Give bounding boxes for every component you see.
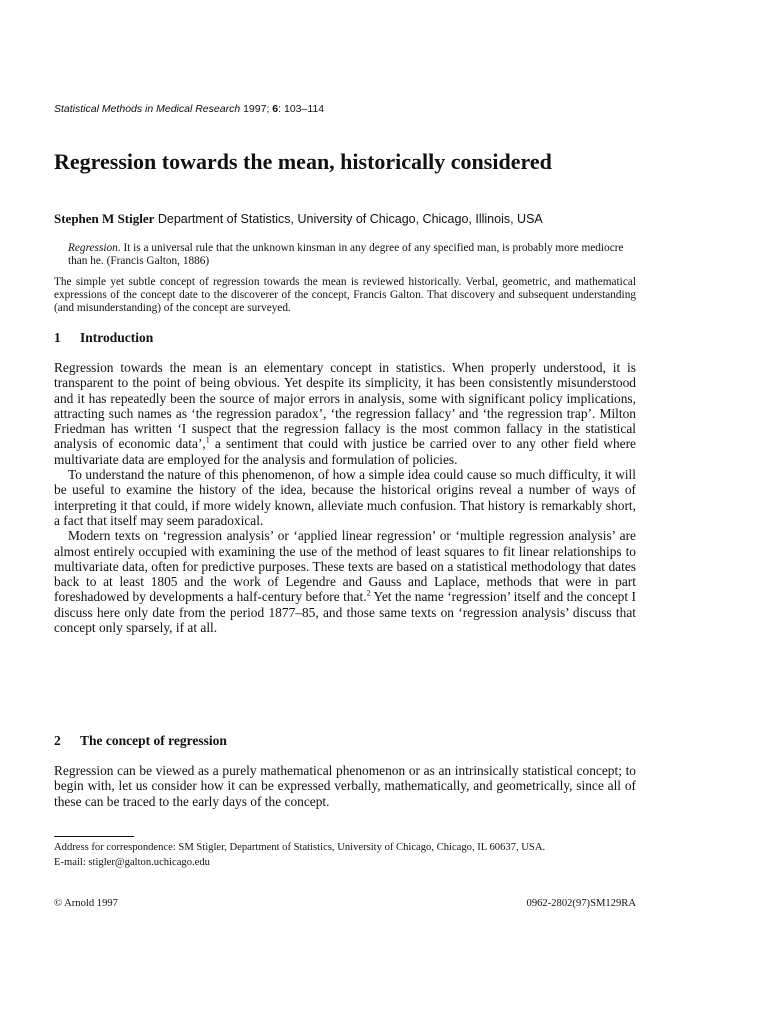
journal-name: Statistical Methods in Medical Research [54, 103, 241, 115]
section-title: The concept of regression [80, 733, 227, 748]
epigraph-text: . It is a universal rule that the unknown kinsman in any degree of any specified man, is probably more mediocre than he. (Francis Galton, 1886) [68, 242, 624, 267]
section-number: 2 [54, 733, 61, 748]
paragraph [54, 360, 636, 467]
epigraph [68, 242, 636, 268]
author-name: Stephen M Stigler [54, 211, 155, 226]
paragraph: Regression can be viewed as a purely mathematical phenomenon or as an intrinsically statistical concept; to begin with, let us consider how it can be expressed verbally, mathematically, and geometrically, since all of these can be traced to the early days of the concept. [54, 763, 636, 809]
page-footer [54, 898, 636, 909]
paragraph-text: Regression towards the mean is an elementary concept in statistics. When properly understood, it is transparent to the point of being obvious. Yet despite its simplicity, it has been consistently misunderstood and it has repeatedly been the source of major errors in analysis, some with significant policy implications, attracting such names as ‘the regression paradox’, ‘the regression fallacy’ and ‘the regression trap’. Milton Friedman has written ‘I suspect that the regression fallacy is the most common fallacy in the statistical analysis of economic data’, [54, 360, 636, 452]
journal-pages: : 103–114 [278, 103, 325, 115]
section-heading-concept [54, 733, 227, 749]
copyright: © Arnold 1997 [54, 898, 118, 909]
paragraph [54, 528, 636, 635]
paragraph-text: Yet the name ‘regression’ itself and the concept I discuss here only date from the period 1877–85, and those same texts on ‘regression analysis’ discuss that concept only sparsely, if at all. [54, 589, 636, 636]
footnote-ref[interactable]: 1 [205, 436, 210, 446]
epigraph-lead: Regression [68, 242, 118, 254]
author-affiliation: Department of Statistics, University of Chicago, Chicago, Illinois, USA [154, 212, 543, 226]
footnote-rule [54, 836, 134, 837]
section-body-concept [54, 763, 636, 809]
author-line [54, 211, 543, 227]
correspondence-email: E-mail: stigler@galton.uchicago.edu [54, 857, 210, 868]
correspondence-footnote [54, 840, 636, 870]
article-title: Regression towards the mean, historically considered [54, 149, 552, 174]
paragraph-text: a sentiment that could with justice be carried over to any other field where multivariate data are employed for the analysis and formulation of policies. [54, 436, 636, 467]
abstract: The simple yet subtle concept of regression towards the mean is reviewed historically. Verbal, geometric, and mathematical expressions of the concept date to the discoverer of the concept, Francis Galton. That discovery and subsequent understanding (and misunderstanding) of the concept are surveyed. [54, 276, 636, 314]
journal-citation [54, 103, 324, 115]
correspondence-address: Address for correspondence: SM Stigler, Department of Statistics, University of Chicago, Chicago, IL 60637, USA. [54, 842, 546, 853]
paragraph-text: Modern texts on ‘regression analysis’ or ‘applied linear regression’ or ‘multiple regression analysis’ are almost entirely occupied with examining the use of the method of least squares to fit linear relationships to multivariate data, often for predictive purposes. These texts are based on a statistical methodology that dates back to at least 1805 and the work of Legendre and Gauss and Laplace, methods that were in part foreshadowed by developments a half-century before that. [54, 528, 636, 605]
journal-volume: 6 [272, 103, 279, 115]
section-number: 1 [54, 330, 61, 345]
article-page [54, 0, 636, 1024]
footnote-ref[interactable]: 2 [366, 588, 371, 598]
section-title: Introduction [80, 330, 154, 345]
section-body-introduction [54, 360, 636, 635]
section-heading-introduction [54, 330, 153, 346]
journal-year: 1997; [240, 103, 273, 115]
paragraph: To understand the nature of this phenomenon, of how a simple idea could cause so much difficulty, it will be useful to examine the history of the idea, because the historical origins reveal a number of ways of interpreting it that could, if more widely known, alleviate much confusion. That history is remarkably short, a fact that itself may seem paradoxical. [54, 467, 636, 528]
article-code: 0962-2802(97)SM129RA [526, 898, 636, 909]
